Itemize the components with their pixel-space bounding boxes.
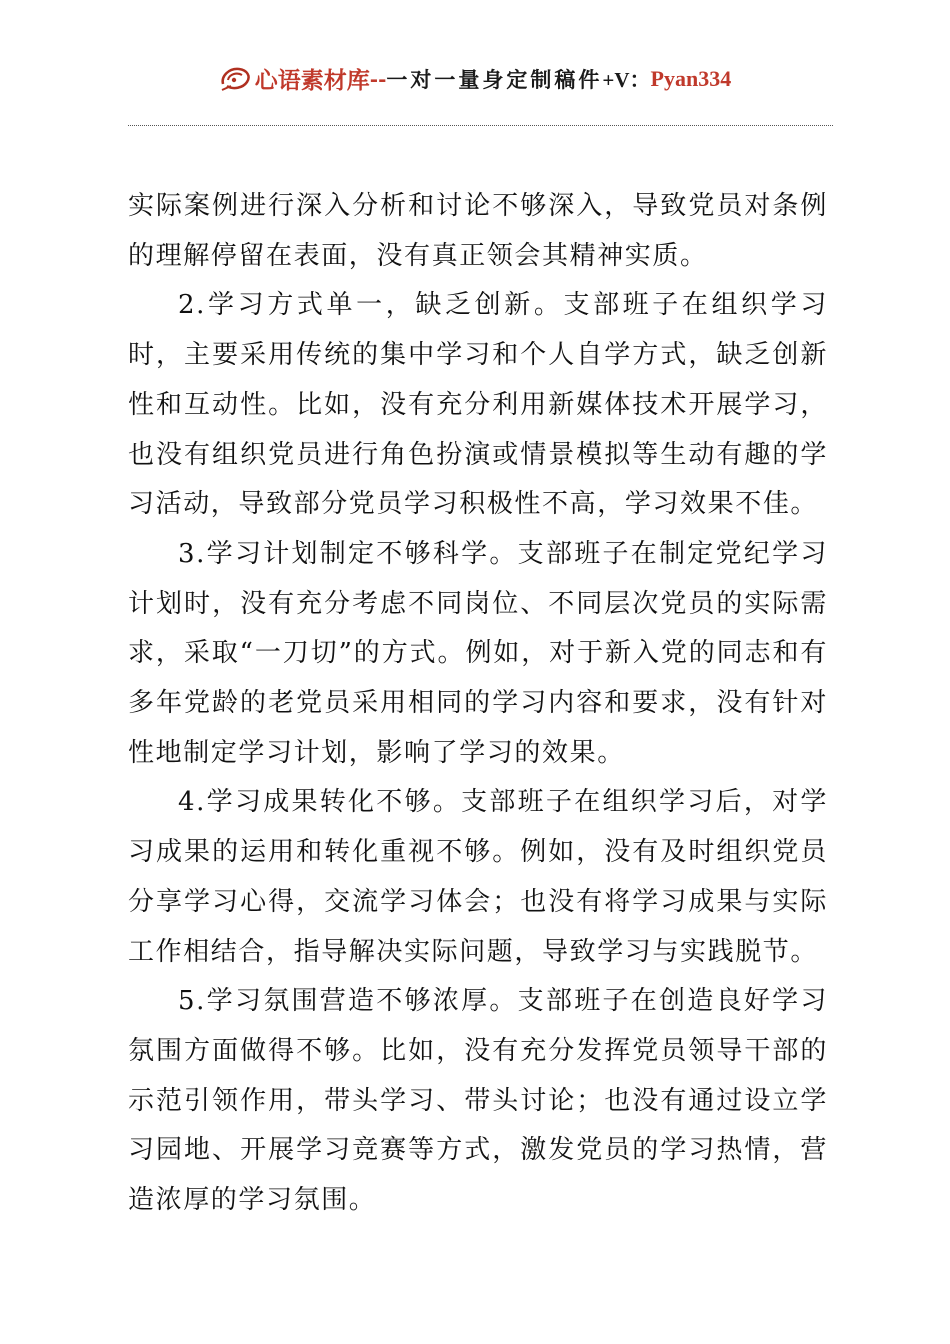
contact-label: +V： bbox=[602, 67, 651, 92]
text-line: 4.学习成果转化不够。支部班子在组织学习后，对学习成 bbox=[128, 787, 828, 868]
document-body bbox=[128, 182, 828, 1226]
text-line: 学习竞赛等方式，激发党员的学习热情，营造浓厚的学习氛围。 bbox=[128, 1135, 828, 1216]
text-line: 3.学习计划制定不够科学。支部班子在制定党纪学习计划 bbox=[128, 538, 828, 619]
brand-name: 心语素材库 bbox=[254, 67, 370, 94]
text-line: 方面做得不够。比如，没有充分发挥党员领导干部的示范引领 bbox=[128, 1035, 828, 1116]
text-line: 时，没有充分考虑不同岗位、不同层次党员的实际需求，采取 bbox=[128, 588, 828, 669]
text-line: 指导解决实际问题，导致学习与实践脱节。 bbox=[293, 936, 819, 967]
paragraph-continuation bbox=[128, 182, 828, 281]
text-line: 5.学习氛围营造不够浓厚。支部班子在创造良好学习氛围 bbox=[128, 986, 828, 1066]
header-line bbox=[219, 62, 731, 95]
header-divider bbox=[128, 125, 833, 126]
header-separator: -- bbox=[369, 66, 387, 91]
document-header bbox=[0, 62, 950, 102]
paragraph-item-4 bbox=[128, 778, 828, 977]
text-line: 老党员采用相同的学习内容和要求，没有针对性地制定学习计 bbox=[128, 688, 828, 768]
text-line: 作用，带头学习、带头讨论；也没有通过设立学习园地、开展 bbox=[128, 1085, 828, 1166]
text-line: 行角色扮演或情景模拟等生动有趣的学习活动，导致部分党员 bbox=[128, 439, 828, 520]
text-line: 心得，交流学习体会；也没有将学习成果与实际工作相结合， bbox=[128, 886, 828, 967]
contact-id: Pyan334 bbox=[650, 65, 732, 91]
paragraph-item-5 bbox=[128, 977, 828, 1226]
brand-logo-icon bbox=[219, 64, 253, 94]
text-line: 实际案例进行深入分析和讨论不够深入，导致党员对条例的理 bbox=[128, 191, 828, 271]
text-line: 解停留在表面，没有真正领会其精神实质。 bbox=[183, 240, 708, 271]
text-line: 果的运用和转化重视不够。例如，没有及时组织党员分享学习 bbox=[128, 837, 828, 917]
header-slogan: 一对一量身定制稿件 bbox=[386, 66, 603, 92]
text-line: 2.学习方式单一，缺乏创新。支部班子在组织学习时，主 bbox=[128, 290, 828, 371]
text-line: 学习积极性不高，学习效果不佳。 bbox=[404, 489, 819, 520]
text-line: 要采用传统的集中学习和个人自学方式，缺乏创新性和互动性。 bbox=[128, 340, 828, 420]
paragraph-item-3 bbox=[128, 530, 828, 779]
text-line: 划，影响了学习的效果。 bbox=[321, 737, 625, 768]
text-line: “一刀切”的方式。例如，对于新入党的同志和有多年党龄的 bbox=[128, 638, 828, 719]
paragraph-item-2 bbox=[128, 281, 828, 530]
text-line: 比如，没有充分利用新媒体技术开展学习，也没有组织党员进 bbox=[128, 389, 828, 470]
